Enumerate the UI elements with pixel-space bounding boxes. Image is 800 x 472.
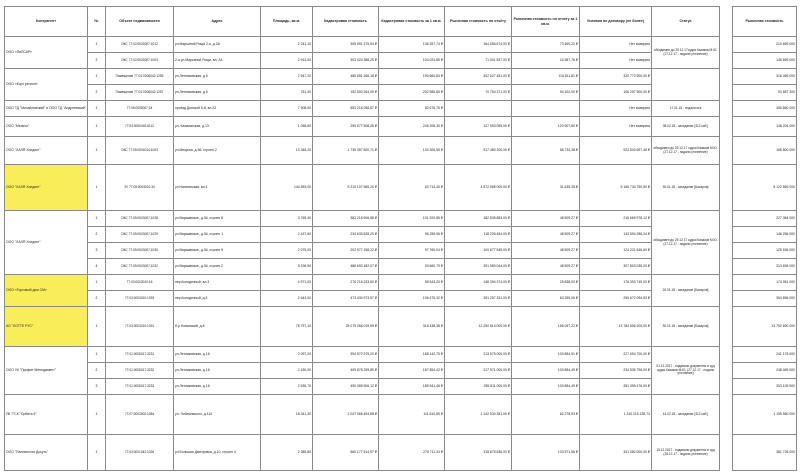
market-value-cell: 1 159 560 000 [733,395,797,435]
market-report-cell: 182 835 883,00 ₽ [445,211,512,227]
row-number: 1 [88,307,106,347]
column-gap [720,137,733,165]
table-row [5,307,797,347]
column-gap [720,85,733,101]
address-cell: ул.Варшавское, д.36, строен 9 [174,243,261,259]
market-value-cell: 13 792 690 000 [733,307,797,347]
row-number: 1 [88,117,106,137]
market-report-cell: 100 677 545,00 ₽ [445,243,512,259]
cadastral-value-cell: 653 216 058,87 ₽ [313,101,379,117]
header-cadastral-per-m2: Кадастровая стоимость за 1 кв.м. [379,7,445,37]
market-report-cell: 70 754 371,00 ₽ [445,85,512,101]
area-cell: 3 769,40 [261,211,313,227]
object-cell: 77:03:0003010:1091 [106,307,174,347]
object-cell: ОКС 77:05:0003007:1032 [106,259,174,275]
cadastral-value-cell: 202 977 158,22 ₽ [313,243,379,259]
status-cell: обходимен до 29.12.17 судья Казаков М.Ю. (27.12.17 - подали уточнение) [652,137,720,165]
market-report-cell: 255 811 000,00 ₽ [445,379,512,395]
area-cell: 18 341,30 [261,395,313,435]
area-cell: 1 058,60 [261,117,313,137]
table-row [5,117,797,137]
address-cell: ул. Казачинская, д.13 [174,117,261,137]
object-cell: ЗУ 77:05:0004001:34 [106,165,174,211]
contractor-cell: ООО "Менкол" [5,117,88,137]
address-cell: ул.Большая Дмитровка, д.10, строен 4 [174,435,261,471]
market-report-cell: 4 572 985 000,00 ₽ [445,165,512,211]
contract-terms-cell: 5 166 734 750,50 ₽ [580,165,652,211]
column-gap [720,291,733,307]
cadastral-value-cell: 394 572 975,20 ₽ [313,347,379,363]
column-gap [720,243,733,259]
market-value-cell: 174 051 000 [733,275,797,291]
contract-terms-cell: Нет возврата [580,53,652,69]
market-value-cell: 5 122 569 000 [733,165,797,211]
header-area: Площадь, кв.м. [261,7,313,37]
contract-terms-cell: 290 672 094,53 ₽ [580,291,652,307]
status-cell: 17.01.18 - подали иск [652,101,720,117]
market-value-cell: 125 536 000 [733,243,797,259]
address-cell: ул.Летниковская, д.16 [174,347,261,363]
object-cell: ОКС 77:05:0004014:1003 [106,137,174,165]
object-cell: ОКС 77:05:0003007:1030 [106,243,174,259]
market-value-cell: 381 728 000 [733,435,797,471]
cadastral-value-cell: 305 591 375,94 ₽ [313,37,379,53]
market-value-cell: 210 659 000 [733,37,797,53]
market-per-m2-cell: 100 884,51 ₽ [512,347,580,363]
market-report-cell: 164 656 674,00 ₽ [445,37,512,53]
cadastral-value-cell: 473 430 973,57 ₽ [313,291,379,307]
row-number: 1 [88,69,106,85]
market-per-m2-cell: 63 255,06 ₽ [512,291,580,307]
contract-terms-cell: 13 784 596 200,00 ₽ [580,307,652,347]
column-gap [720,307,733,347]
cadastral-per-m2-cell: 190 660,83 ₽ [379,69,445,85]
cadastral-value-cell: 485 651 266,18 ₽ [313,69,379,85]
contract-terms-cell: 307 803 035,20 ₽ [580,259,652,275]
cadastral-value-cell: 259 577 506,28 ₽ [313,117,379,137]
column-gap [720,101,733,117]
cadastral-value-cell: 660 177 514,97 ₽ [313,435,379,471]
address-cell: ул.Мещеня, д.36, строен 2 [174,137,261,165]
header-row [5,7,797,37]
cadastral-per-m2-cell: 96 255,96 ₽ [379,227,445,243]
market-value-cell: 355 860 000 [733,101,797,117]
column-gap [720,227,733,243]
cadastral-per-m2-cell: 318 438,38 ₽ [379,307,445,347]
status-cell: 01.12.2017 - подавали документы в суд судья Казаков М.Ю. (27.12.17 - подали уточнение) [652,347,720,395]
market-report-cell: 12 290 614 000,00 ₽ [445,307,512,347]
market-per-m2-cell: 62 278,93 ₽ [512,395,580,435]
status-cell: 08.02.18 - заседание [312 каб.] [652,117,720,137]
market-per-m2-cell: 24 387,76 ₽ [512,53,580,69]
column-gap [720,347,733,363]
contractor-cell: ООО ТД "Михайловский" и ООО ТД "Андреевский" [5,101,88,117]
column-gap [720,435,733,471]
market-value-cell: 93 887 300 [733,85,797,101]
cadastral-per-m2-cell: 136 357,74 ₽ [379,37,445,53]
address-cell: ул.Летниковская, д.5 [174,69,261,85]
header-contractor: Контрагент [5,7,88,37]
status-cell: 15.12.2017 - подавали документы в суд (26.12.17 - подали уточнение) [652,435,720,471]
column-gap [720,37,733,53]
header-market-value: Рыночная стоимость [733,7,797,37]
cadastral-value-cell: 25 079 266 019,99 ₽ [313,307,379,347]
area-cell: 4 971,00 [261,275,313,291]
contractor-cell: ООО УК "Профит Менеджмент" [5,347,88,395]
status-cell [652,69,720,101]
row-number: 3 [88,379,106,395]
row-number: 2 [88,85,106,101]
status-cell: обходимен до 29.12.17 судья Казаков М.Ю. (27.12.17 - подали уточнение) [652,211,720,275]
contract-terms-cell: 227 654 700,00 ₽ [580,347,652,363]
market-value-cell: 155 800 000 [733,137,797,165]
status-cell: обходимен до 29.12.17судья Казаков М.Ю. (27.12.17 - подали уточнение) [652,37,720,69]
row-number: 1 [88,435,106,471]
column-gap [720,165,733,211]
cadastral-per-m2-cell: 63 714,40 ₽ [379,165,445,211]
area-cell: 751,30 [261,85,313,101]
table-row [5,101,797,117]
status-cell: 20.01.18 - заседание [Басаров] [652,275,720,307]
object-cell: 77:01:0006017:3232 [106,363,174,379]
header-status: Статус [652,7,720,37]
table-row [5,275,797,291]
area-cell: 13 348,20 [261,137,313,165]
cadastral-value-cell: 383 218 906,88 ₽ [313,211,379,227]
address-cell: 2-я ул.Марьиной Рощи, вл. 2А [174,53,261,69]
market-per-m2-cell: 68 734,38 ₽ [512,137,580,165]
contractor-cell: ООО "ХАЛЯ Холдинг" [5,211,88,275]
market-value-cell: 227 364 000 [733,211,797,227]
contract-terms-cell: Нет возврата [580,101,652,117]
market-report-cell [445,101,512,117]
column-gap [720,7,733,37]
row-number: 1 [88,37,106,53]
address-cell: ул.Варшавское, д.36, строен 8 [174,211,261,227]
object-cell: ОКС 77:02:0024007:1003 [106,53,174,69]
market-per-m2-cell: 48 505,27 ₽ [512,243,580,259]
address-cell: ул.Нагатинская, вл.1 [174,165,261,211]
cadastral-per-m2-cell: 55 543,20 ₽ [379,275,445,291]
object-cell: 77:01:0006017:3233 [106,379,174,395]
object-cell: ОКС 77:02:0024007:1012 [106,37,174,53]
market-value-cell: 303 105 500 [733,379,797,395]
contractor-cell: ООО «Корт регион» [5,69,88,101]
cadastral-value-cell: 234 633 528,20 ₽ [313,227,379,243]
contractor-cell: ООО "ХАЛЯ Холдинг" [5,165,88,211]
market-value-cell: 313 694 000 [733,259,797,275]
market-value-cell: 146 256 000 [733,227,797,243]
cadastral-per-m2-cell: 188 142,75 ₽ [379,347,445,363]
property-table [4,6,797,471]
area-cell: 2 643,00 [261,291,313,307]
table-row [5,69,797,85]
contractor-cell: ООО "ХАЛЯ Холдинг" [5,137,88,165]
row-number: 1 [88,165,106,211]
market-report-cell: 127 993 059,00 ₽ [445,117,512,137]
area-cell: 2 097,20 [261,347,313,363]
cadastral-value-cell: 409 878 259,89 ₽ [313,363,379,379]
cadastral-per-m2-cell: 104 024,85 ₽ [379,53,445,69]
area-cell: 2 547,20 [261,69,313,85]
contract-terms-cell: 106 257 900,00 ₽ [580,85,652,101]
column-gap [720,379,733,395]
row-number: 1 [88,275,106,291]
table-row [5,347,797,363]
status-cell: 30.01.18 - заседание [Басаров] [652,307,720,347]
market-value-cell: 148 204 000 [733,117,797,137]
market-per-m2-cell: 31 635,35 ₽ [512,165,580,211]
market-report-cell: 1 142 530 351,00 ₽ [445,395,512,435]
property-sheet [4,6,796,471]
header-market-report: Рыночная стоимость по отчёту [445,7,512,37]
object-cell: Помещение 77:01:0006042:1255 [106,69,174,85]
cadastral-per-m2-cell: 93 660,79 ₽ [379,259,445,275]
row-number: 2 [88,291,106,307]
market-value-cell: 248 469 000 [733,363,797,379]
cadastral-value-cell: 486 693 182,07 ₽ [313,259,379,275]
contract-terms-cell: 281 395 476,00 ₽ [580,379,652,395]
market-per-m2-cell: 120 907,80 ₽ [512,117,580,137]
cadastral-per-m2-cell: 202 985,80 ₽ [379,85,445,101]
contract-terms-cell: Нет возврата [580,37,652,53]
area-cell: 2 241,10 [261,37,313,53]
address-cell: ул.Варшавское, д.36, строен 2 [174,259,261,275]
header-object: Объект недвижимости [106,7,174,37]
market-per-m2-cell: 156 057,22 ₽ [512,307,580,347]
cadastral-per-m2-cell: 130 306,55 ₽ [379,137,445,165]
contract-terms-cell: Нет возврата [580,117,652,137]
market-report-cell: 217 971 000,00 ₽ [445,363,512,379]
market-per-m2-cell: 73 469,21 ₽ [512,37,580,53]
row-number: 2 [88,227,106,243]
cadastral-per-m2-cell: 276 711,34 ₽ [379,435,445,471]
address-cell: пер.Колодезный, д.3 [174,291,261,307]
cadastral-value-cell: 2 047 066 494,58 ₽ [313,395,379,435]
market-report-cell: 302 627 451,00 ₽ [445,69,512,85]
column-gap [720,211,733,227]
contract-terms-cell: 341 082 000,00 ₽ [580,435,652,471]
header-contract-terms: Условия по договору (не более) [580,7,652,37]
cadastral-per-m2-cell: 101 920,85 ₽ [379,211,445,227]
market-report-cell: 148 394 374,00 ₽ [445,275,512,291]
contractor-cell: ПК "ГСК "Орбита 5" [5,395,88,435]
cadastral-per-m2-cell: 82 676,76 ₽ [379,101,445,117]
cadastral-value-cell: 152 500 264,09 ₽ [313,85,379,101]
market-value-cell: 241 178 000 [733,347,797,363]
market-value-cell: 145 659 000 [733,53,797,69]
row-number: 2 [88,53,106,69]
area-cell: 144 553,00 [261,165,313,211]
column-gap [720,117,733,137]
market-per-m2-cell: 48 505,27 ₽ [512,227,580,243]
address-cell: ул.Летниковская, д.16 [174,363,261,379]
column-gap [720,259,733,275]
market-report-cell: 917 480 200,00 ₽ [445,137,512,165]
row-number: 1 [88,137,106,165]
market-report-cell: 318 675 636,00 ₽ [445,435,512,471]
contract-terms-cell: 320 772 900,00 ₽ [580,69,652,85]
market-report-cell: 213 575 000,00 ₽ [445,347,512,363]
cadastral-per-m2-cell: 111 610,89 ₽ [379,395,445,435]
status-cell: 14.02.18 - заседание [312 каб.] [652,395,720,435]
area-cell: 2 437,60 [261,227,313,243]
area-cell: 2 535,70 [261,379,313,395]
cadastral-per-m2-cell: 97 760,04 ₽ [379,243,445,259]
object-cell: 77:03:0003010:1093 [106,291,174,307]
market-per-m2-cell: 94 202,00 ₽ [512,85,580,101]
address-cell: б-р Новинский, д.8 [174,307,261,347]
object-cell: 77:03:0000440:5112 [106,117,174,137]
contract-terms-cell: 176 393 749,00 ₽ [580,275,652,291]
object-cell: 77:03:0003010:16 [106,275,174,291]
cadastral-value-cell: 303 024 388,25 ₽ [313,53,379,69]
table-row [5,395,797,435]
market-report-cell: 71 041 537,00 ₽ [445,53,512,69]
market-per-m2-cell: 133 571,56 ₽ [512,435,580,471]
area-cell: 2 385,80 [261,435,313,471]
address-cell: ул.Марьиной Рощи 2-я, д.2А [174,37,261,53]
row-number: 3 [88,243,106,259]
header-address: Адрес [174,7,261,37]
table-row [5,165,797,211]
cadastral-per-m2-cell: 185 941,46 ₽ [379,379,445,395]
row-number: 2 [88,363,106,379]
area-cell: 78 757,10 [261,307,313,347]
market-value-cell: 354 656 000 [733,291,797,307]
column-gap [720,275,733,291]
market-per-m2-cell [512,101,580,117]
table-row [5,137,797,165]
market-per-m2-cell: 118 811,81 ₽ [512,69,580,85]
contractor-cell: ООО «ПиЛСАР» [5,37,88,69]
object-cell: 77:05:0005007:24 [106,101,174,117]
cadastral-per-m2-cell: 106 475,32 ₽ [379,291,445,307]
contract-terms-cell: 124 221 546,60 ₽ [580,243,652,259]
object-cell: 77:01:0006017:3231 [106,347,174,363]
address-cell: ул. Лобачевского, д.114 [174,395,261,435]
market-report-cell: 251 980 044,00 ₽ [445,259,512,275]
object-cell: 77:07:0003002:1084 [106,395,174,435]
column-gap [720,395,733,435]
contract-terms-cell: 922 540 697,48 ₽ [580,137,652,165]
contract-terms-cell: 143 594 286,24 ₽ [580,227,652,243]
contractor-cell: АО "ЛОТТЕ РУС" [5,307,88,347]
contractor-cell: ООО «Торговый дом СМ» [5,275,88,307]
row-number: 1 [88,101,106,117]
column-gap [720,53,733,69]
cadastral-value-cell: 276 216 233,60 ₽ [313,275,379,291]
market-per-m2-cell: 48 505,27 ₽ [512,259,580,275]
contract-terms-cell: 1 240 215 235,73 [580,395,652,435]
header-number: № [88,7,106,37]
market-value-cell: 316 469 000 [733,69,797,85]
area-cell: 5 196,90 [261,259,313,275]
cadastral-per-m2-cell: 187 854,42 ₽ [379,363,445,379]
cadastral-per-m2-cell: 245 208,30 ₽ [379,117,445,137]
address-cell: ул.Летниковская, д.5 [174,85,261,101]
area-cell: 2 150,00 [261,363,313,379]
cadastral-value-cell: 1 739 357 800,71 ₽ [313,137,379,165]
object-cell: Помещение 77:01:0006042:1257 [106,85,174,101]
row-number: 1 [88,395,106,435]
contract-terms-cell: 216 669 978,12 ₽ [580,211,652,227]
table-body [5,37,797,471]
column-gap [720,69,733,85]
cadastral-value-cell: 490 085 906,12 ₽ [313,379,379,395]
address-cell: ул.Варшавское, д.36, строен 1 [174,227,261,243]
area-cell: 7 908,00 [261,101,313,117]
contractor-cell: ООО "Паллинстон Досуть" [5,435,88,471]
status-cell: 30.01.18 - заседание [Басаров] [652,165,720,211]
market-per-m2-cell: 29 838,00 ₽ [512,275,580,291]
table-row [5,435,797,471]
object-cell: ОКС 77:05:0003007:1029 [106,227,174,243]
table-row [5,37,797,53]
table-row [5,211,797,227]
address-cell: ул.Летниковская, д.16 [174,379,261,395]
object-cell: ОКС 77:05:0003007:1028 [106,211,174,227]
row-number: 1 [88,211,106,227]
market-per-m2-cell: 100 884,49 ₽ [512,379,580,395]
address-cell: пер.Колодезный, вл.3 [174,275,261,291]
header-cadastral-value: Кадастровая стоимость [313,7,379,37]
market-report-cell: 118 236 454,00 ₽ [445,227,512,243]
area-cell: 2 075,00 [261,243,313,259]
row-number: 4 [88,259,106,275]
area-cell: 2 913,00 [261,53,313,69]
object-cell: 77:03:0001042:1026 [106,435,174,471]
cadastral-value-cell: 9 210 107 665,20 ₽ [313,165,379,211]
contract-terms-cell: 234 536 796,00 ₽ [580,363,652,379]
market-report-cell: 281 257 331,00 ₽ [445,291,512,307]
market-per-m2-cell: 100 884,49 ₽ [512,363,580,379]
row-number: 1 [88,347,106,363]
address-cell: проезд Донской 5-й, вл.23 [174,101,261,117]
header-market-per-m2: Рыночная стоимость по отчету за 1 кв.м. [512,7,580,37]
column-gap [720,363,733,379]
market-per-m2-cell: 48 505,27 ₽ [512,211,580,227]
